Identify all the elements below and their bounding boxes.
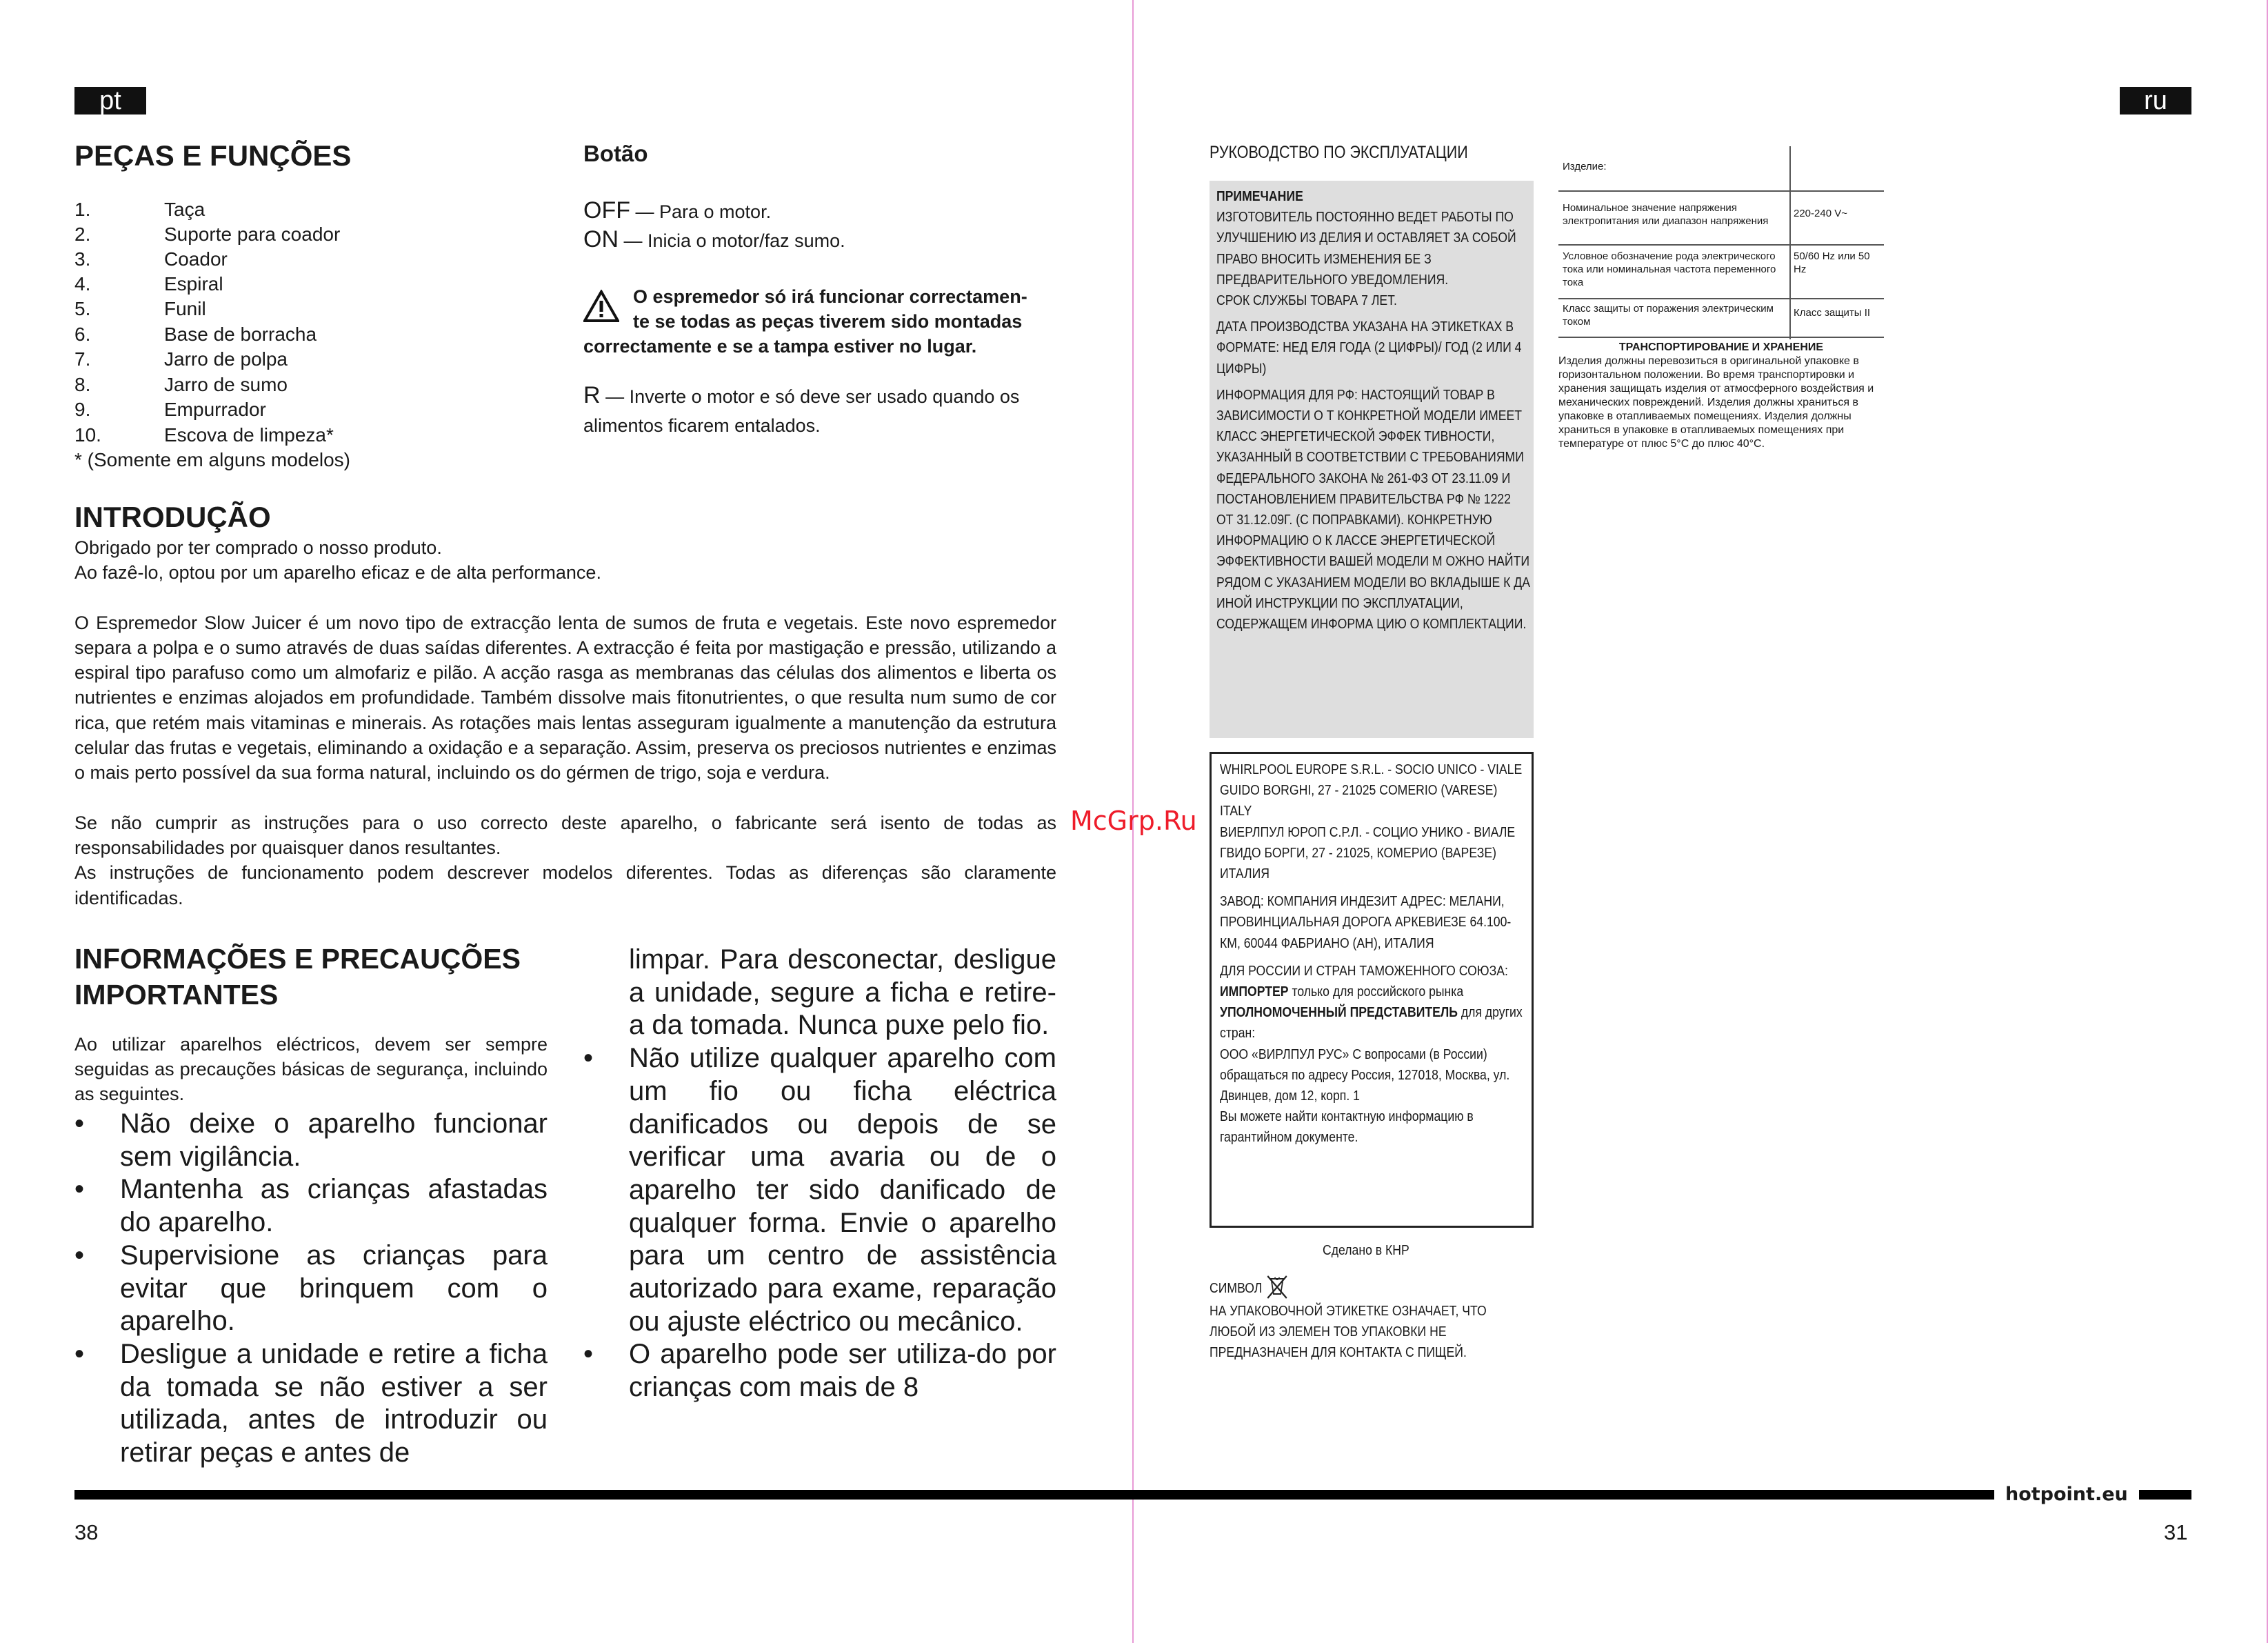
lang-tag-ru: ru [2120,87,2191,114]
ru-company-ru: ВИЕРЛПУЛ ЮРОП С.Р.Л. - СОЦИО УНИКО - ВИАЛЕ ГВИДО БОРГИ, 27 - 21025, КОМЕРИО (ВАРЕЗЕ) ИТАЛИЯ [1220,824,1516,882]
ru-symbol-block [1210,1273,1518,1364]
reverse-line-2: alimentos ficarem entalados. [583,415,821,436]
list-item: 5. Funil [74,298,206,319]
off-line: OFF — Para o motor. [583,197,772,223]
ru-importer: ИМПОРТЕР только для российского рынка [1220,984,1464,1000]
list-item-continued: limpar. Para desconectar, desligue a unidade, segure a ficha e retire-a da tomada. Nunca puxe pelo fio. [629,944,1056,1041]
warning-line-3: correctamente e se a tampa estiver no lugar. [583,336,977,357]
reverse-line: R — Inverte o motor e só deve ser usado quando os [583,382,1020,408]
table-row: Номинальное значение напряжения электропитания или диапазон напряжения220-240 V~ [1558,190,1884,244]
ru-note-panel [1210,181,1534,738]
ru-transport [1558,341,1884,451]
page-number-left: 38 [74,1520,99,1544]
not-food-contact-icon [1265,1273,1289,1301]
list-item: 10. Escova de limpeza* [74,424,334,446]
parts-title: PEÇAS E FUNÇÕES [74,139,352,172]
parts-footnote: * (Somente em alguns modelos) [74,449,350,470]
footer-rule [74,1490,2191,1500]
warning-line-2: te se todas as peças tiverem sido montadas [633,311,1023,332]
ru-factory: ЗАВОД: КОМПАНИЯ ИНДЕЗИТ АДРЕС: МЕЛАНИ, ПРОВИНЦИАЛЬНАЯ ДОРОГА АРКЕВИЕЗЕ 64.100-КМ, 60044 ФАБРИАНО (АН), ИТАЛИЯ [1220,893,1512,951]
ru-transport-title: ТРАНСПОРТИРОВАНИЕ И ХРАНЕНИЕ [1618,341,1824,353]
ru-contact: Вы можете найти контактную информацию в гарантийном документе. [1220,1108,1474,1146]
lang-tag-pt: pt [74,87,146,114]
table-row: Изделие: [1563,161,1607,172]
intro-text: Obrigado por ter comprado o nosso produto. Ao fazê-lo, optou por um aparelho eficaz e de alta performance. O Espremedor Slow Juicer é um novo tipo de extracção lenta de sumos de fruta e vegetais. Este novo espremedor separa a polpa e o sumo através de duas saídas diferentes. A extracção é feita por mastigação e pressão, utilizando a espiral tipo parafuso como um almofariz e pilão. A acção rasga as membranas das células dos alimentos e liberta os nutrientes e enzimas alojados em profundidade. Também dissolve mais fitonutrientes, o que resulta num sumo de cor rica, que retém mais vitaminas e minerais. As rotações mais lentas asseguram igualmente a manutenção da estrutura celular das frutas e vegetais, eliminando a oxidação e a separação. Assim, preserva os preciosos nutrientes e enzimas o mais perto possível da sua forma natural, incluindo os do gérmen de trigo, soja e verdura. Se não cumprir as instruções para o uso correcto deste aparelho, o fabricante será isento de todas as responsabilidades por quaisquer danos resultantes. As instruções de funcionamento podem descrever modelos diferentes. Todas as diferenças são claramente identificadas. [74,537,1056,908]
list-item: • Não deixe o aparelho funcionar sem vigilância. [74,1108,548,1172]
button-title: Botão [583,141,648,166]
safety-list-1 [74,1108,548,1470]
warning-icon [583,290,619,323]
brand-logo: hotpoint.eu [1994,1482,2139,1508]
list-item: 8. Jarro de sumo [74,374,288,395]
list-item: 2. Suporte para coador [74,223,341,245]
ru-symbol-label: СИМВОЛ [1210,1280,1263,1296]
intro-title: INTRODUÇÃO [74,501,271,533]
ru-spec-table [1558,146,1884,338]
warning-line-1: O espremedor só irá funcionar correctamen- [633,286,1027,307]
ru-company-en: WHIRLPOOL EUROPE S.R.L. - SOCIO UNICO - VIALE GUIDO BORGHI, 27 - 21025 COMERIO (VARESE) ITALY [1220,761,1523,819]
ru-company-box [1210,752,1534,1228]
safety-title: INFORMAÇÕES E PRECAUÇÕES IMPORTANTES [74,943,521,1010]
list-item: • Mantenha as crianças afastadas do aparelho. [74,1174,548,1238]
ru-ooo: ООО «ВИРЛПУЛ РУС» С вопросами (в России) обращаться по адресу Россия, 127018, Москва, ул. Двинцев, дом 12, корп. 1 [1220,1046,1510,1104]
safety-lead: Ao utilizar aparelhos eléctricos, devem ser sempre seguidas as precauções básicas de segurança, incluindo as seguintes. [74,1034,548,1104]
ru-customs: ДЛЯ РОССИИ И СТРАН ТАМОЖЕННОГО СОЮЗА: [1220,962,1508,979]
list-item: 4. Espiral [74,273,223,295]
safety-list-2 [583,944,1056,1404]
ru-service-life: СРОК СЛУЖБЫ ТОВАРА 7 ЛЕТ. [1216,292,1397,309]
ru-symbol-text: НА УПАКОВОЧНОЙ ЭТИКЕТКЕ ОЗНАЧАЕТ, ЧТО ЛЮБОЙ ИЗ ЭЛЕМЕН ТОВ УПАКОВКИ НЕ ПРЕДНАЗНАЧЕН ДЛЯ КОНТАКТА С ПИЩЕЙ. [1210,1303,1487,1361]
list-item: 6. Base de borracha [74,323,317,345]
watermark: McGrp.Ru [1070,806,1197,836]
table-row: Класс защиты от поражения электрическим токомКласс защиты II [1558,298,1884,338]
ru-info-text: ИНФОРМАЦИЯ ДЛЯ РФ: НАСТОЯЩИЙ ТОВАР В ЗАВИСИМОСТИ О Т КОНКРЕТНОЙ МОДЕЛИ ИМЕЕТ КЛАСС ЭНЕРГЕТИЧЕСКОЙ ЭФФЕК ТИВНОСТИ, УКАЗАННЫЙ В СООТВЕТСТВИИ С ТРЕБОВАНИЯМИ ФЕДЕРАЛЬНОГО ЗАКОНА № 261-ФЗ ОТ 23.11.09 И ПОСТАНОВЛЕНИЕМ ПРАВИТЕЛЬСТВА РФ № 1222 ОТ 31.12.09Г. (С ПОПРАВКАМИ). КОНКРЕТНУЮ ИНФОРМАЦИЮ О К ЛАССЕ ЭНЕРГЕТИЧЕСКОЙ ЭФФЕКТИВНОСТИ ВАШЕЙ МОДЕЛИ М ОЖНО НАЙТИ РЯДОМ С УКАЗАНИЕМ МОДЕЛИ ВО ВКЛАДЫШЕ К ДА ИНОЙ ИНСТРУКЦИИ ПО ЭКСПЛУАТАЦИИ, СОДЕРЖАЩЕМ ИНФОРМА ЦИЮ О КОМПЛЕКТАЦИИ. [1216,386,1530,633]
ru-transport-text: Изделия должны перевозиться в оригинальной упаковке в горизонтальном положении. Во время транспортировки и хранения защищать изделия от атмосферного воздействия и механических повреждений. Изделия должны храниться в упаковке в отапливаемых помещениях. Изделия должны храниться в упаковке в отапливаемых помещениях при температуре от плюс 5°C до плюс 40°C. [1558,355,1874,450]
page-number-right: 31 [2164,1520,2188,1544]
list-item: • Supervisione as crianças para evitar que brinquem com o aparelho. [74,1239,548,1337]
list-item: • Não utilize qualquer aparelho com um fio ou ficha eléctrica danificados ou depois de se verificar uma avaria ou de o aparelho ter sido danificado de qualquer forma. Envie o aparelho para um centro de assistência autorizado para exame, reparação ou ajuste eléctrico ou mecânico. [583,1043,1056,1337]
list-item: 9. Empurrador [74,399,266,420]
ru-made-in: Сделано в КНР [1323,1242,1409,1258]
on-line: ON — Inicia o motor/faz sumo. [583,226,845,252]
list-item: 1. Taça [74,199,205,220]
ru-note-title: ПРИМЕЧАНИЕ [1216,188,1303,204]
ru-manual-title: РУКОВОДСТВО ПО ЭКСПЛУАТАЦИИ [1210,143,1468,162]
ru-date-text: ДАТА ПРОИЗВОДСТВА УКАЗАНА НА ЭТИКЕТКАХ В ФОРМАТЕ: НЕД ЕЛЯ ГОДА (2 ЦИФРЫ)/ ГОД (2 ИЛИ 4 ЦИФРЫ) [1216,319,1522,377]
list-item: 7. Jarro de polpa [74,348,288,370]
table-row: Условное обозначение рода электрического тока или номинальная частота переменного тока50/60 Hz или 50 Hz [1558,244,1884,298]
ru-note-text: ИЗГОТОВИТЕЛЬ ПОСТОЯННО ВЕДЕТ РАБОТЫ ПО УЛУЧШЕНИЮ ИЗ ДЕЛИЯ И ОСТАВЛЯЕТ ЗА СОБОЙ ПРАВО ВНОСИТЬ ИЗМЕНЕНИЯ БЕ З ПРЕДВАРИТЕЛЬНОГО УВЕДОМЛЕНИЯ. [1216,209,1516,288]
ru-representative: УПОЛНОМОЧЕННЫЙ ПРЕДСТАВИТЕЛЬ для других стран: [1220,1004,1523,1042]
list-item: • Desligue a unidade e retire a ficha da tomada se não estiver a ser utilizada, antes de introduzir ou retirar peças e antes de [74,1338,548,1468]
list-item: • O aparelho pode ser utiliza-do por crianças com mais de 8 [583,1339,1056,1403]
list-item: 3. Coador [74,248,228,270]
